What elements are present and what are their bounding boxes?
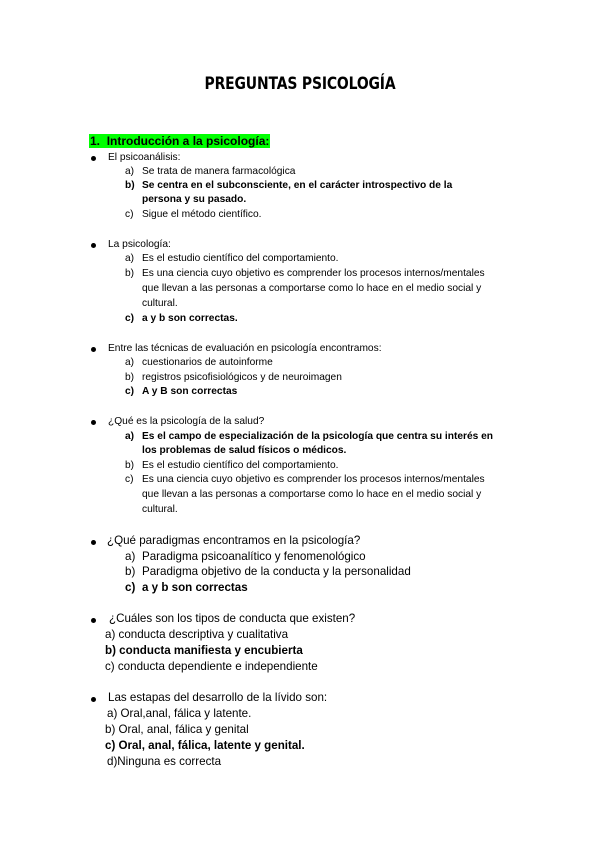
answer-option: a) cuestionarios de autoinforme	[125, 357, 273, 368]
answer-option: a) Oral,anal, fálica y latente.	[107, 707, 252, 720]
answer-option-correct: c) a y b son correctas.	[125, 313, 238, 324]
answer-option-correct: c) A y B son correctas	[125, 386, 238, 397]
answer-option: a) conducta descriptiva y cualitativa	[105, 628, 289, 641]
answer-option-correct: c) Oral, anal, fálica, latente y genital.	[105, 739, 305, 752]
answer-option-correct: c) a y b son correctas	[125, 581, 248, 594]
answer-option-continued: cultural.	[142, 298, 178, 309]
answer-option-continued: persona y su pasado.	[142, 194, 247, 205]
question-prompt: Entre las técnicas de evaluación en psicología encontramos:	[108, 343, 382, 354]
answer-option: d)Ninguna es correcta	[107, 755, 222, 768]
answer-option-correct: b) conducta manifiesta y encubierta	[105, 644, 303, 657]
bullet-icon	[91, 618, 96, 623]
answer-option-continued: que llevan a las personas a comportarse como lo hace en el medio social y	[142, 489, 482, 500]
answer-option: b) registros psicofisiológicos y de neuroimagen	[125, 372, 342, 383]
answer-option: c) conducta dependiente e independiente	[105, 660, 318, 673]
bullet-icon	[91, 697, 96, 702]
answer-option: a) Es el estudio científico del comportamiento.	[125, 253, 339, 264]
bullet-icon	[91, 540, 96, 545]
answer-option-continued: que llevan a las personas a comportarse como lo hace en el medio social y	[142, 283, 482, 294]
answer-option-correct: b) Se centra en el subconsciente, en el carácter introspectivo de la	[125, 180, 453, 191]
section-label: Introducción a la psicología:	[106, 134, 270, 148]
question-prompt: Las estapas del desarrollo de la lívido son:	[108, 691, 328, 704]
section-heading	[89, 134, 270, 148]
answer-option: a) Paradigma psicoanalítico y fenomenológico	[125, 550, 366, 563]
answer-option: c) Es una ciencia cuyo objetivo es comprender los procesos internos/mentales	[125, 474, 485, 485]
bullet-icon	[91, 156, 96, 161]
answer-option: b) Es una ciencia cuyo objetivo es comprender los procesos internos/mentales	[125, 268, 485, 279]
answer-option-correct: a) Es el campo de especialización de la psicología que centra su interés en	[125, 431, 494, 442]
page-title: PREGUNTAS PSICOLOGÍA	[204, 74, 396, 94]
question-prompt: ¿Cuáles son los tipos de conducta que existen?	[109, 612, 356, 625]
answer-option: b) Oral, anal, fálica y genital	[105, 723, 249, 736]
answer-option-continued: los problemas de salud físicos o médicos.	[142, 445, 347, 456]
bullet-icon	[91, 243, 96, 248]
answer-option: a) Se trata de manera farmacológica	[125, 166, 296, 177]
answer-option-continued: cultural.	[142, 504, 178, 515]
answer-option: b) Es el estudio científico del comportamiento.	[125, 460, 339, 471]
bullet-icon	[91, 347, 96, 352]
section-number: 1.	[90, 134, 101, 148]
question-prompt: La psicología:	[108, 239, 171, 250]
question-prompt: ¿Qué es la psicología de la salud?	[108, 416, 265, 427]
question-prompt: El psicoanálisis:	[108, 152, 181, 163]
bullet-icon	[91, 420, 96, 425]
answer-option: b) Paradigma objetivo de la conducta y la personalidad	[125, 565, 411, 578]
question-prompt: ¿Qué paradigmas encontramos en la psicología?	[107, 534, 361, 547]
answer-option: c) Sigue el método científico.	[125, 209, 262, 220]
